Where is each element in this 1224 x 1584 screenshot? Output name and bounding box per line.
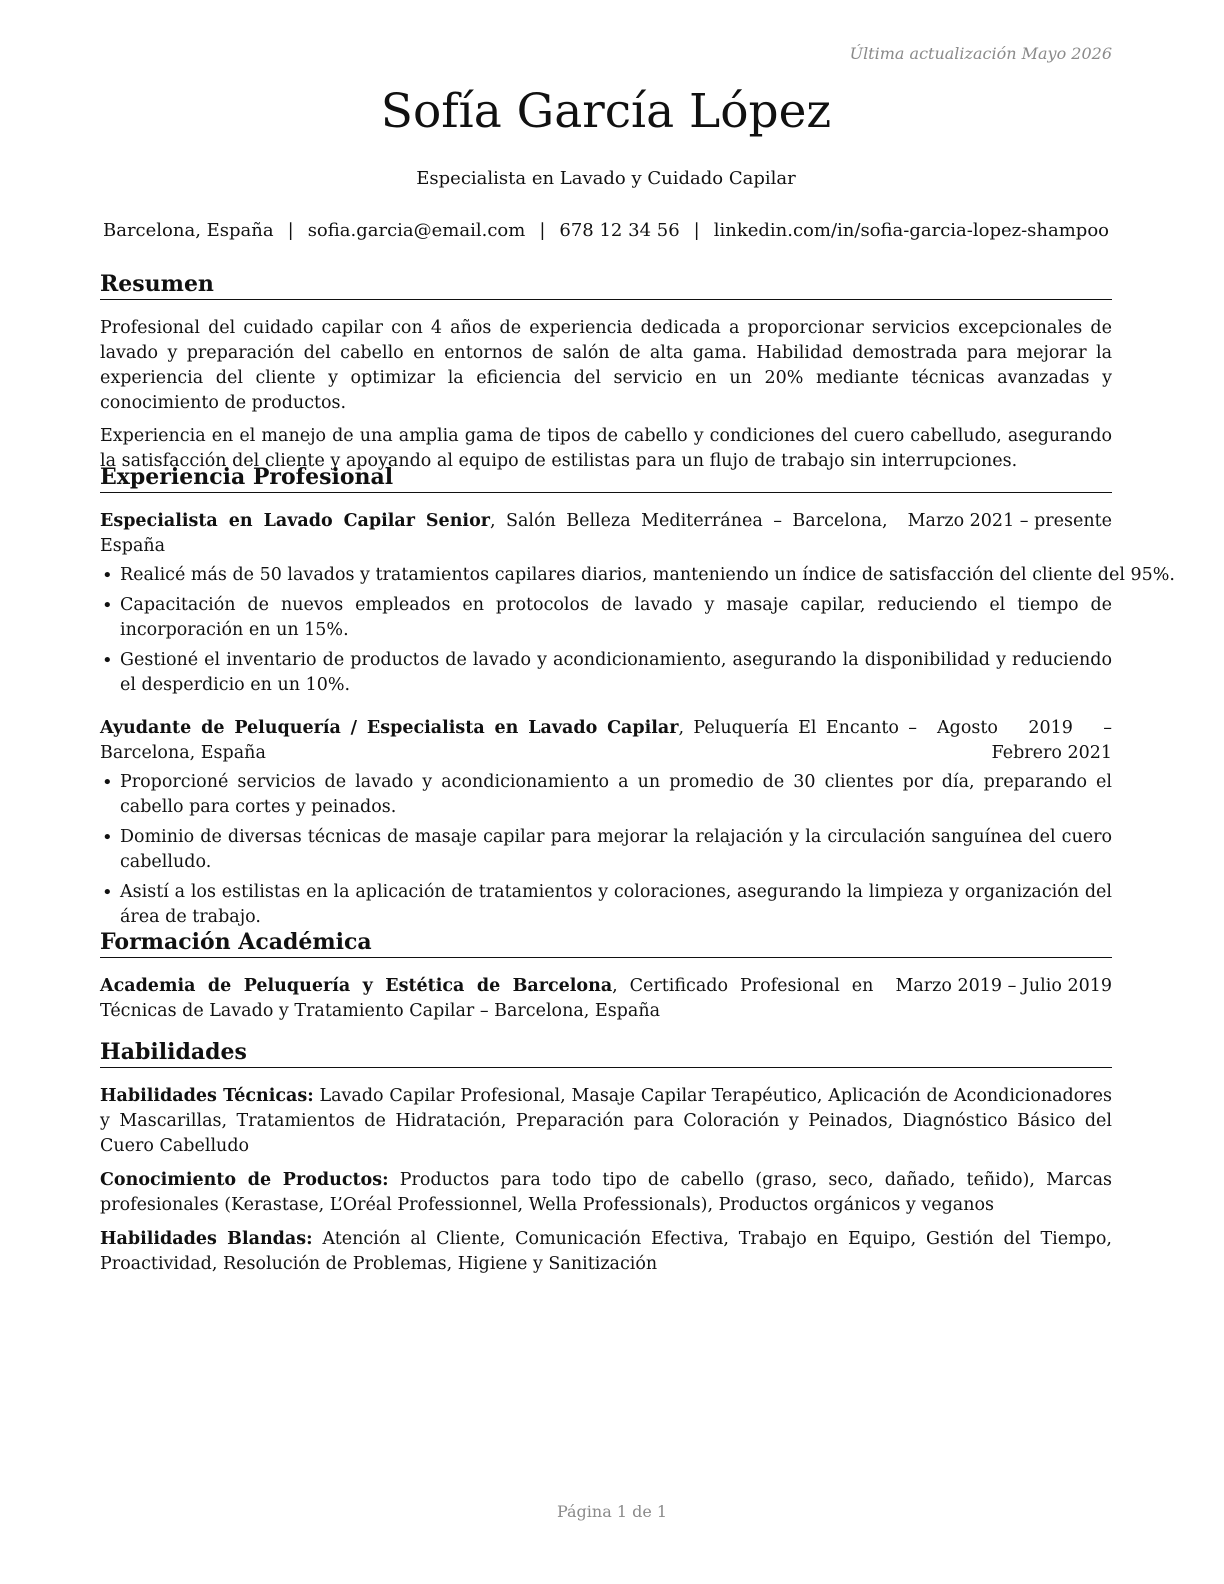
- contact-email[interactable]: sofia.garcia@email.com: [307, 220, 526, 241]
- job-bullet: • Capacitación de nuevos empleados en protocolos de lavado y masaje capilar, reduciendo el tiempo de incorporación en un 15%.: [100, 593, 1112, 643]
- contact-linkedin[interactable]: linkedin.com/in/sofia-garcia-lopez-shampoo: [713, 220, 1110, 241]
- candidate-headline: Especialista en Lavado y Cuidado Capilar: [416, 168, 796, 189]
- summary-section: [100, 271, 1112, 474]
- job-bullet: • Gestioné el inventario de productos de lavado y acondicionamiento, asegurando la disponibilidad y reduciendo el desperdicio en un 10%.: [100, 648, 1112, 698]
- education-section: [100, 929, 1112, 1024]
- job-bullet: • Dominio de diversas técnicas de masaje capilar para mejorar la relajación y la circulación sanguínea del cuero cabelludo.: [100, 825, 1112, 875]
- job-bullet: • Proporcioné servicios de lavado y acondicionamiento a un promedio de 30 clientes por día, preparando el cabello para cortes y peinados.: [100, 770, 1112, 820]
- skill-group: [100, 1084, 1112, 1159]
- section-title-experience: Experiencia Profesional: [100, 464, 1112, 493]
- contact-phone: 678 12 34 56: [559, 220, 680, 241]
- section-title-skills: Habilidades: [100, 1039, 1112, 1068]
- contact-separator: |: [693, 220, 700, 241]
- education-detail: , Certificado Profesional en Técnicas de Lavado y Tratamiento Capilar – Barcelona, España: [100, 976, 874, 1021]
- section-title-education: Formación Académica: [100, 929, 1112, 958]
- skill-group: [100, 1168, 1112, 1218]
- contact-location: Barcelona, España: [102, 220, 274, 241]
- skill-text: Lavado Capilar Profesional, Masaje Capilar Terapéutico, Aplicación de Acondicionadores y Mascarillas, Tratamientos de Hidratación, Preparación para Coloración y Peinados, Diagnóstico Básico del Cuero Cabelludo: [100, 1086, 1113, 1156]
- education-school: Academia de Peluquería y Estética de Barcelona: [100, 976, 613, 996]
- summary-paragraph: Experiencia en el manejo de una amplia gama de tipos de cabello y condiciones del cuero cabelludo, asegurando la satisfacción del cliente y apoyando al equipo de estilistas para un flujo de trabajo sin interrupciones.: [100, 426, 1112, 471]
- job-bullets: [100, 563, 1175, 698]
- job-header: [100, 509, 1112, 559]
- job-role: Ayudante de Peluquería / Especialista en Lavado Capilar: [100, 718, 679, 738]
- education-entry: [100, 974, 1112, 1024]
- skill-text: Productos para todo tipo de cabello (graso, seco, dañado, teñido), Marcas profesionales (Kerastase, L’Oréal Professionnel, Wella Professionals), Productos orgánicos y veganos: [100, 1170, 1112, 1215]
- job-dates: Marzo 2021 – presente: [907, 511, 1112, 531]
- contact-line: [100, 220, 1112, 241]
- skill-label: Habilidades Blandas:: [100, 1229, 313, 1249]
- job-company: , Peluquería El Encanto – Barcelona, España: [100, 718, 917, 763]
- last-updated-note: Última actualización Mayo 2026: [849, 44, 1112, 63]
- job-header: [100, 716, 1112, 766]
- section-title-summary: Resumen: [100, 271, 1112, 300]
- job-entry: [100, 509, 1175, 698]
- contact-separator: |: [287, 220, 294, 241]
- skill-text: Atención al Cliente, Comunicación Efectiva, Trabajo en Equipo, Gestión del Tiempo, Proactividad, Resolución de Problemas, Higiene y Sanitización: [100, 1229, 1112, 1274]
- skill-label: Habilidades Técnicas:: [100, 1086, 314, 1106]
- contact-separator: |: [539, 220, 546, 241]
- skills-section: [100, 1039, 1112, 1277]
- education-dates: Marzo 2019 – Julio 2019: [895, 976, 1112, 996]
- summary-paragraph: Profesional del cuidado capilar con 4 años de experiencia dedicada a proporcionar servicios excepcionales de lavado y preparación del cabello en entornos de salón de alta gama. Habilidad demostrada para mejorar la experiencia del cliente y optimizar la eficiencia del servicio en un 20% mediante técnicas avanzadas y conocimiento de productos.: [100, 318, 1112, 413]
- skill-label: Conocimiento de Productos:: [100, 1170, 389, 1190]
- job-bullet: • Realicé más de 50 lavados y tratamientos capilares diarios, manteniendo un índice de satisfacción del cliente del 95%.: [100, 563, 1112, 588]
- job-dates: Agosto 2019 – Febrero 2021: [937, 718, 1112, 763]
- experience-section: [100, 464, 1175, 935]
- job-company: , Salón Belleza Mediterránea – Barcelona, España: [100, 511, 888, 556]
- skill-group: [100, 1227, 1112, 1277]
- job-bullet: • Asistí a los estilistas en la aplicación de tratamientos y coloraciones, asegurando la limpieza y organización del área de trabajo.: [100, 880, 1112, 930]
- job-bullets: [100, 770, 1112, 930]
- job-entry: [100, 716, 1112, 930]
- page-number: Página 1 de 1: [556, 1502, 668, 1521]
- job-role: Especialista en Lavado Capilar Senior: [100, 511, 490, 531]
- candidate-name: Sofía García López: [380, 84, 832, 139]
